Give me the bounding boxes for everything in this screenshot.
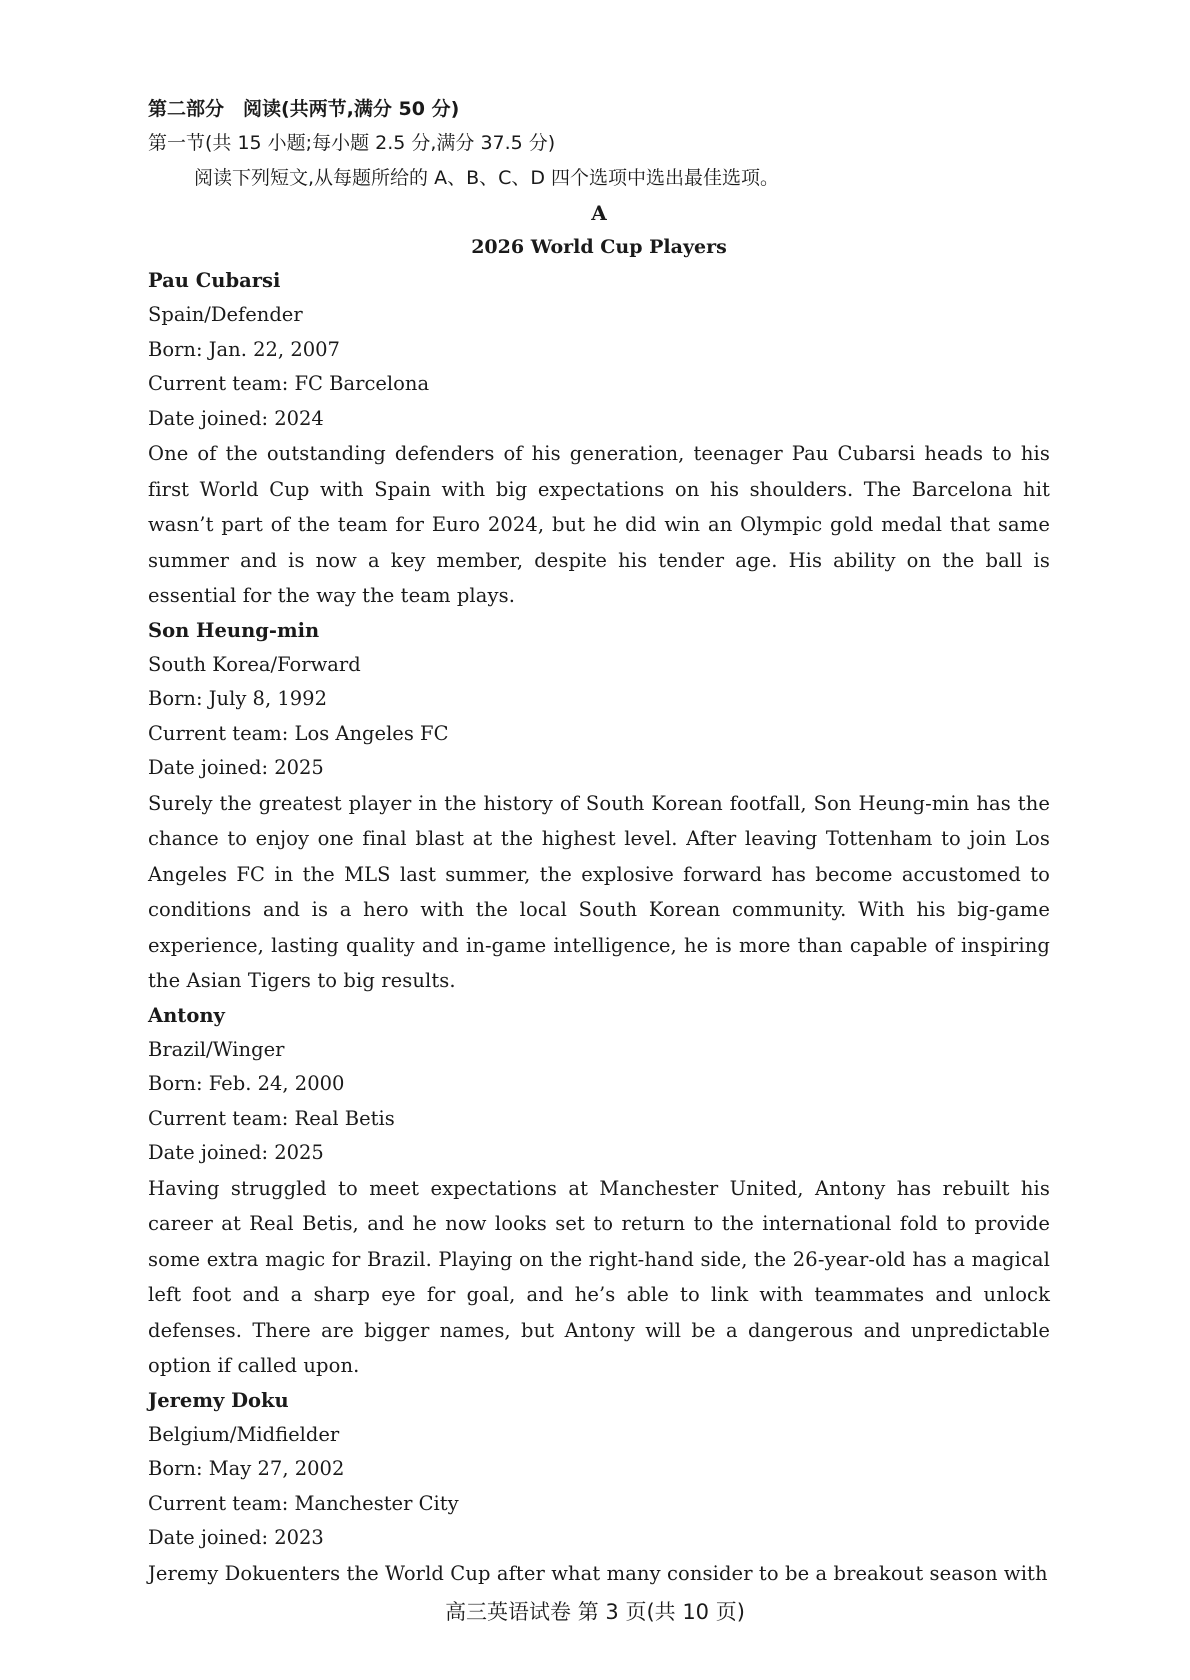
player-position: South Korea/Forward	[148, 652, 361, 676]
player-team: Current team: Manchester City	[148, 1491, 459, 1515]
player-born: Born: July 8, 1992	[148, 687, 327, 710]
section-title: 第一节(共 15 小题;每小题 2.5 分,满分 37.5 分)	[148, 132, 556, 154]
player-joined: Date joined: 2025	[148, 756, 324, 779]
player-position: Spain/Defender	[148, 303, 303, 326]
player-team: Current team: FC Barcelona	[148, 372, 430, 395]
player-joined: Date joined: 2024	[148, 406, 324, 430]
player-team: Current team: Real Betis	[148, 1106, 395, 1130]
player-position: Belgium/Midfielder	[148, 1422, 340, 1446]
passage-letter: A	[591, 201, 607, 225]
player-description: One of the outstanding defenders of his generation, teenager Pau Cubarsi heads to his first World Cup with Spain with big expectations on his shoulders. The Barcelona hit wasn’t part of the team for Euro 2024, but he did win an Olympic gold medal that same summer and is now a key member, despite his tender age. His ability on the ball is essential for the way the team plays.	[148, 442, 1050, 607]
player-name: Jeremy Doku	[148, 1388, 289, 1412]
player-born: Born: Jan. 22, 2007	[148, 337, 340, 361]
player-name: Antony	[148, 1003, 225, 1027]
instructions: 阅读下列短文,从每题所给的 A、B、C、D 四个选项中选出最佳选项。	[194, 167, 780, 189]
player-born: Born: Feb. 24, 2000	[148, 1072, 345, 1095]
player-description: Jeremy Dokuenters the World Cup after what many consider to be a breakout season with	[148, 1561, 1048, 1585]
part-title: 第二部分 阅读(共两节,满分 50 分)	[148, 98, 460, 120]
player-born: Born: May 27, 2002	[148, 1457, 345, 1480]
player-team: Current team: Los Angeles FC	[148, 721, 449, 745]
player-entry-doku	[148, 1384, 1050, 1592]
exam-page	[148, 92, 1050, 1591]
player-entry-son	[148, 614, 1050, 999]
page-footer: 高三英语试卷 第 3 页(共 10 页)	[445, 1600, 745, 1624]
player-entry-antony	[148, 999, 1050, 1384]
player-joined: Date joined: 2025	[148, 1141, 324, 1164]
passage-title: 2026 World Cup Players	[471, 236, 727, 258]
player-entry-cubarsi	[148, 264, 1050, 614]
player-description: Surely the greatest player in the history of South Korean footfall, Son Heung-min has the chance to enjoy one final blast at the highest level. After leaving Tottenham to join Los Angeles FC in the MLS last summer, the explosive forward has become accustomed to conditions and is a hero with the local South Korean community. With his big-game experience, lasting quality and in-game intelligence, he is more than capable of inspiring the Asian Tigers to big results.	[148, 791, 1050, 992]
player-name: Son Heung-min	[148, 618, 320, 642]
player-position: Brazil/Winger	[148, 1037, 285, 1061]
player-description: Having struggled to meet expectations at Manchester United, Antony has rebuilt his career at Real Betis, and he now looks set to return to the international fold to provide some extra magic for Brazil. Playing on the right-hand side, the 26-year-old has a magical left foot and a sharp eye for goal, and he’s able to link with teammates and unlock defenses. There are bigger names, but Antony will be a dangerous and unpredictable option if called upon.	[148, 1176, 1050, 1377]
player-name: Pau Cubarsi	[148, 269, 281, 292]
player-joined: Date joined: 2023	[148, 1526, 324, 1549]
